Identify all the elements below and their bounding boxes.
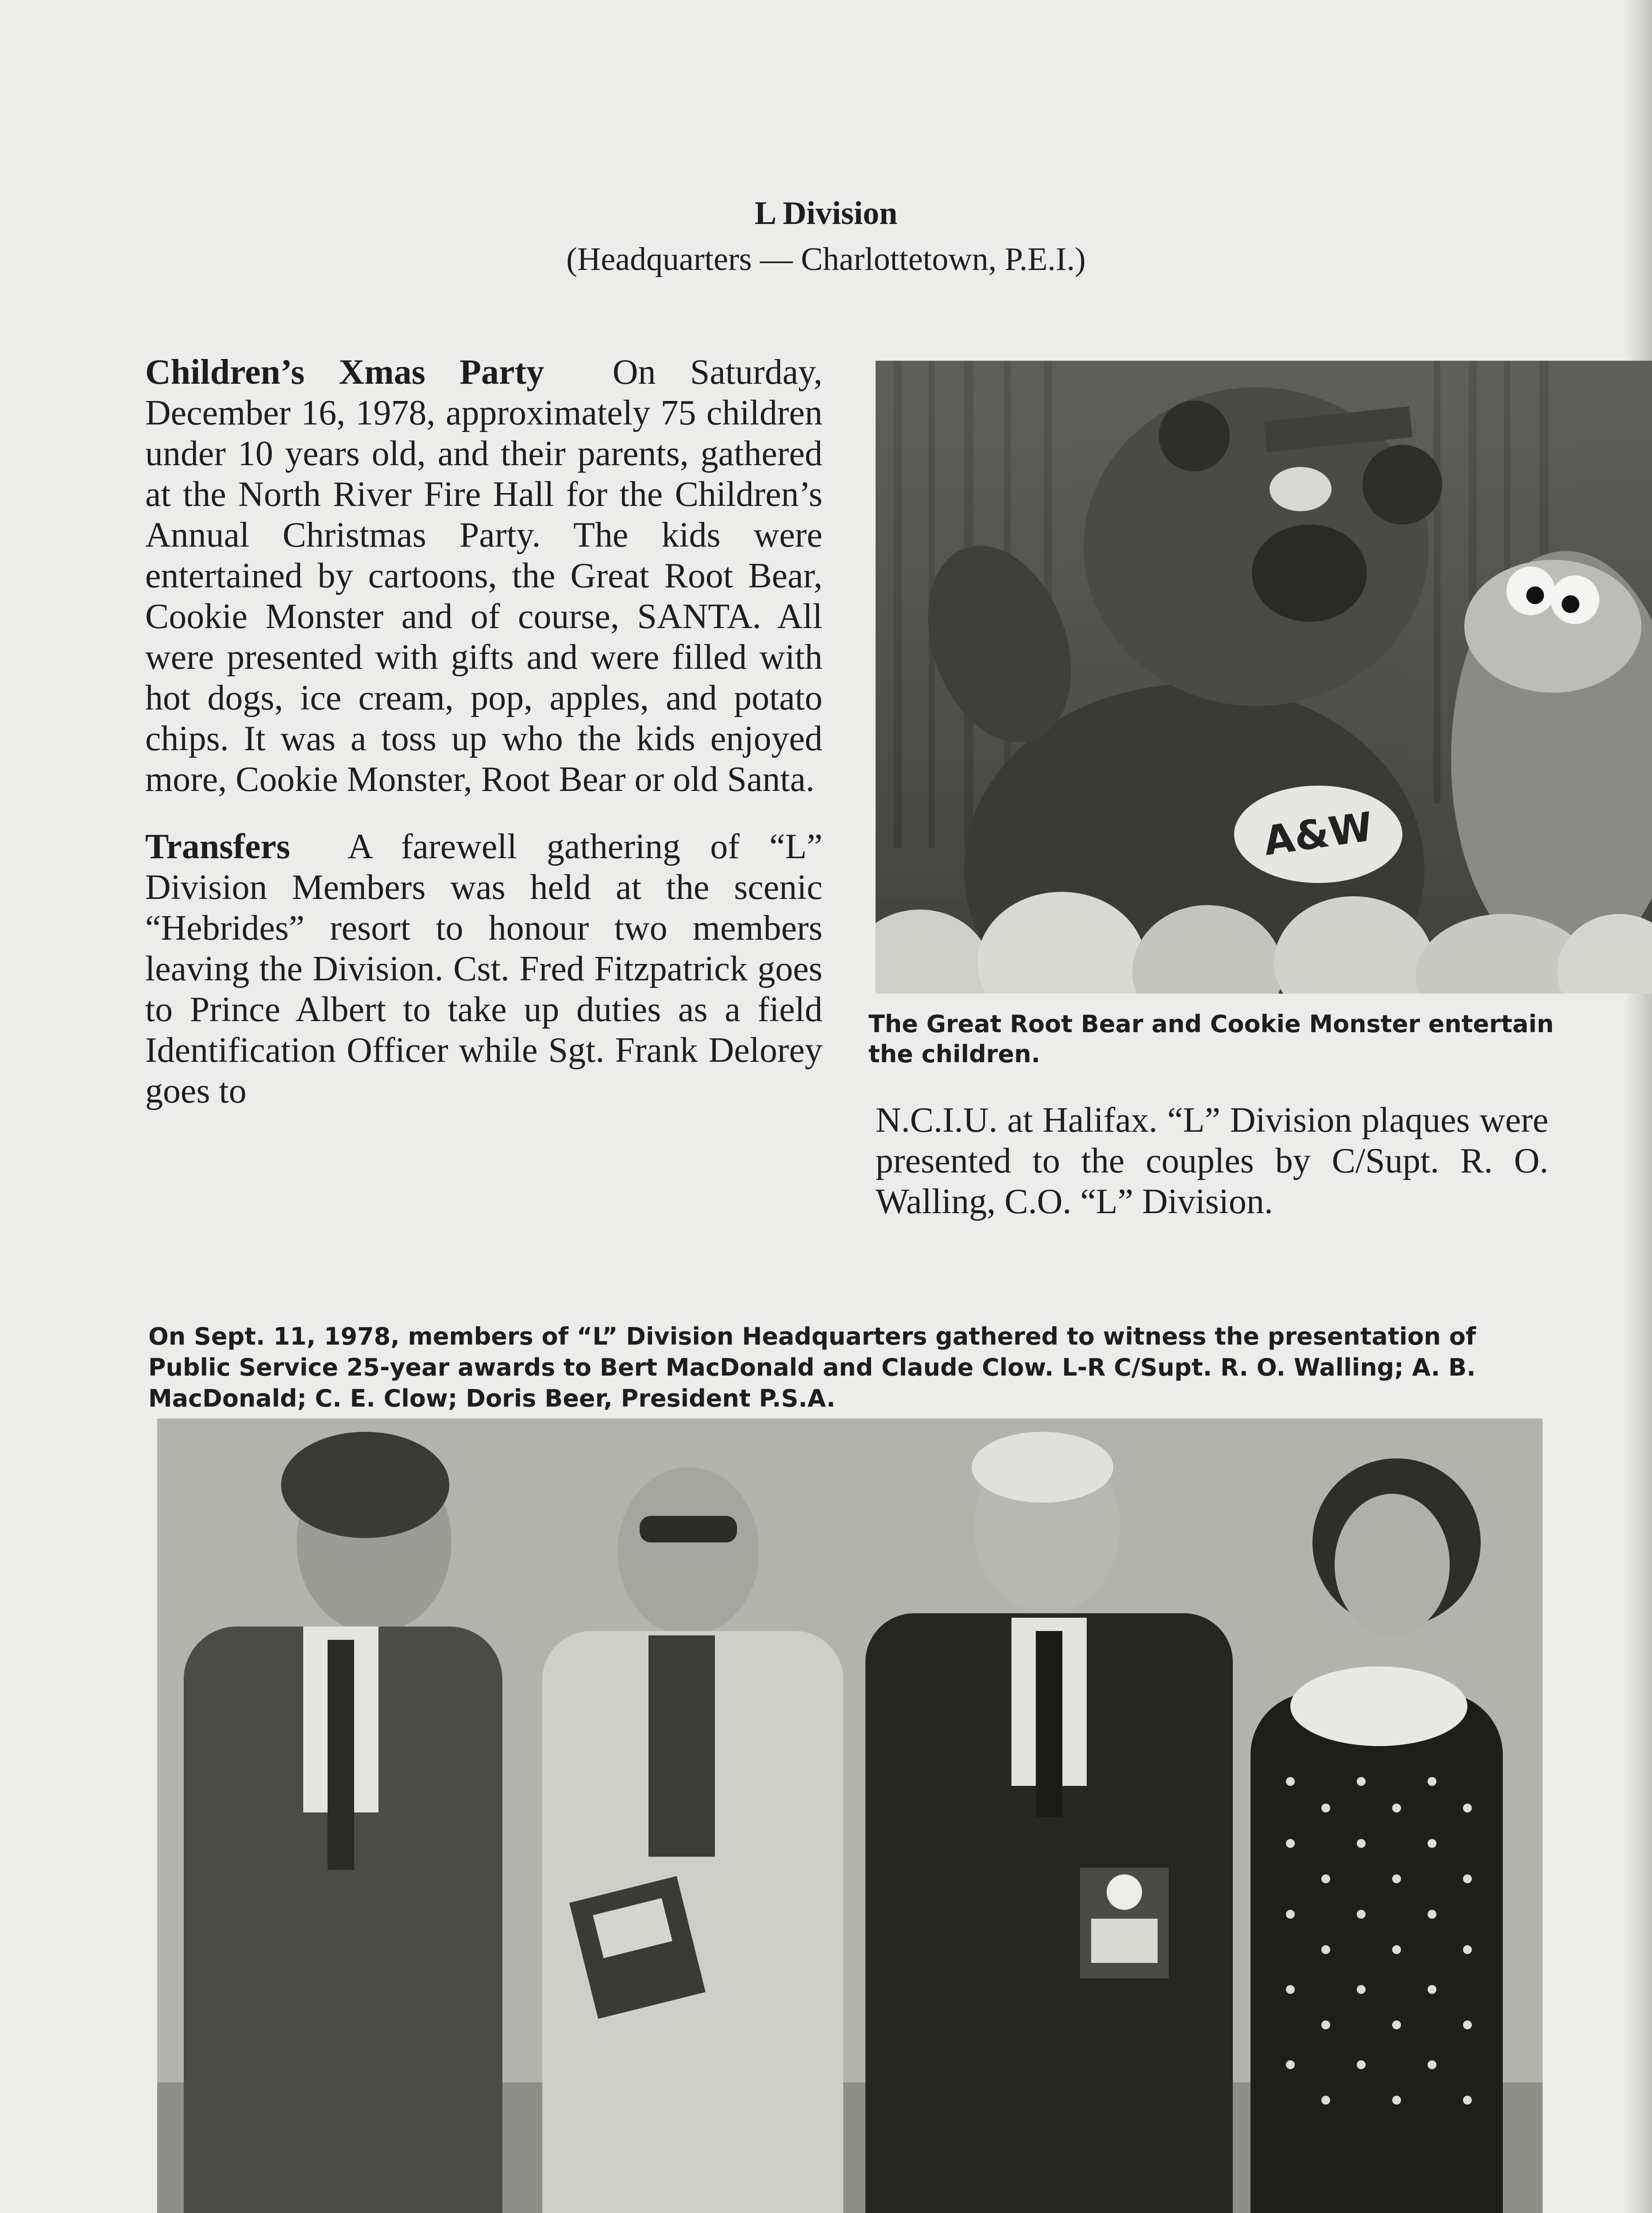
transfers-text: A farewell gathering of “L” Division Members was held at the scenic “Hebrides” resort to honour two members leaving the Division. Cst. Fred Fitzpatrick goes to Prince Albert to take up duties as a field Identification Officer while Sgt. Frank Delorey goes to bbox=[145, 827, 822, 1110]
photo2-caption: On Sept. 11, 1978, members of “L” Division Headquarters gathered to witness the presentation of Public Service 25-year awards to Bert MacDonald and Claude Clow. L-R C/Supt. R. O. Walling; A. B. MacDonald; C. E. Clow; Doris Beer, President P.S.A. bbox=[148, 1322, 1476, 1412]
party-text: On Saturday, December 16, 1978, approximately 75 children under 10 years old, and their parents, gathered at the North River Fire Hall for the Children’s Annual Christmas Party. The kids were entertained by cartoons, the Great Root Bear, Cookie Monster and of course, SANTA. All were presented with gifts and were filled with hot dogs, ice cream, pop, apples, and potato chips. It was a toss up who the kids enjoyed more, Cookie Monster, Root Bear or old Santa. bbox=[145, 353, 822, 799]
article-left-column bbox=[145, 352, 822, 1138]
photo1-caption: The Great Root Bear and Cookie Monster entertain the children. bbox=[868, 1010, 1554, 1068]
page-edge-shadow bbox=[1625, 0, 1652, 2213]
award-presentation-photo-graphic bbox=[157, 1419, 1543, 2213]
transfers-heading: Transfers bbox=[145, 827, 290, 866]
award-presentation-photo bbox=[157, 1419, 1543, 2213]
root-bear-photo-graphic bbox=[876, 361, 1652, 994]
section-header bbox=[0, 190, 1652, 282]
headquarters-subtitle: (Headquarters — Charlottetown, P.E.I.) bbox=[566, 241, 1086, 278]
transfers-continued: N.C.I.U. at Halifax. “L” Division plaques were presented to the couples by C/Supt. R. O. Walling, C.O. “L” Division. bbox=[876, 1101, 1548, 1221]
party-paragraph bbox=[145, 352, 822, 800]
root-bear-photo bbox=[876, 361, 1652, 994]
aw-sign-text: A&W bbox=[1261, 803, 1376, 865]
party-heading: Children’s Xmas Party bbox=[145, 353, 544, 392]
transfers-paragraph bbox=[145, 826, 822, 1111]
division-title: L Division bbox=[754, 195, 898, 231]
